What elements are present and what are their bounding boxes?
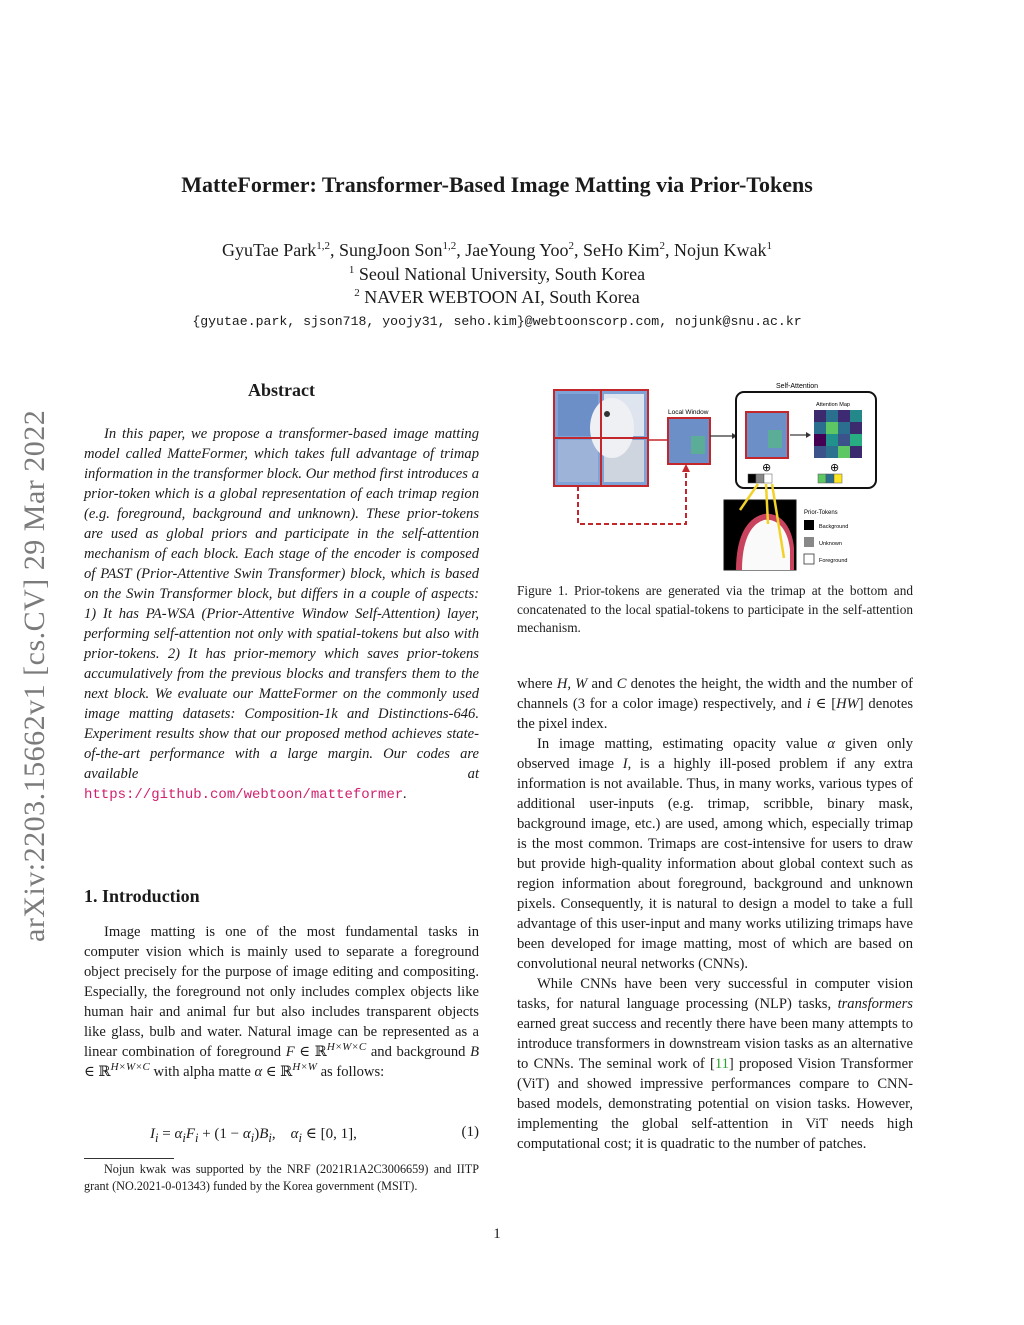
svg-text:⊕: ⊕ — [762, 461, 772, 474]
arxiv-stamp: arXiv:2203.15662v1 [cs.CV] 29 Mar 2022 — [18, 409, 51, 942]
legend-background-swatch — [804, 520, 814, 530]
code-link[interactable]: https://github.com/webtoon/matteformer — [84, 787, 404, 803]
legend-foreground: Foreground — [819, 558, 848, 564]
figure-caption: Figure 1. Prior-tokens are generated via the trimap at the bottom and concatenated to the local spatial-tokens to participate in the self-attention mechanism. — [517, 583, 913, 635]
label-prior-tokens: Prior-Tokens — [804, 510, 838, 516]
author-sup: 2 — [568, 240, 574, 252]
paper-title: MatteFormer: Transformer-Based Image Matting via Prior-Tokens — [181, 172, 813, 197]
affiliation-sup: 2 — [354, 287, 360, 299]
text-run: where — [517, 676, 553, 692]
affiliation-1 — [80, 264, 914, 285]
author-name: GyuTae Park — [222, 240, 317, 260]
text-run: denotes the height, the width and the number of channels (3 for a color image) respectively, and — [517, 676, 913, 712]
text-run: , is a highly ill-posed problem if any extra information is not available. Thus, in many works, various types of additional user-inputs (e.g. trimap, scribble, binary mask, background image, etc.) are used, among which, especially trimap is the most common. Trimaps are cost-intensive for users to draw but provide high-quality information about global context such as region information about foreground, background and unknown pixels. Consequently, it is natural to design a model to take a full advantage of this user-input and many works utilizing trimaps have been developed for image matting, most of which are based on convolutional neural networks (CNNs). — [517, 756, 913, 972]
intro-paragraph: Image matting is one of the most fundamental tasks in computer vision which is mainly used to separate a foreground object precisely for the purpose of image editing and compositing. Especially, the foreground not only includes complex objects like human hair and animal fur but also includes transparent objects like glass, bulb and water. Natural image can be represented as a linear combination of foreground F ∈ ℝ$^{H\times W\times C}$ and background B ∈ ℝ$^{H\times W\times C}$ with alpha matte α ∈ ℝ$^{H\times W}$ as follows: — [84, 924, 479, 1080]
author-sup: 1,2 — [442, 240, 457, 252]
attention-map-grid — [814, 410, 862, 458]
affiliation-name: Seoul National University, South Korea — [358, 264, 646, 284]
affiliation-sup: 1 — [348, 264, 355, 276]
page-number: 1 — [493, 1226, 501, 1242]
footnote-rule — [84, 1158, 174, 1159]
emphasis: transformers — [837, 996, 913, 1012]
author-name: Nojun Kwak — [673, 240, 767, 260]
text-run: given only observed image — [517, 736, 913, 772]
figure-1 — [550, 378, 886, 572]
label-attention-map: Attention Map — [816, 402, 850, 408]
citation-link[interactable]: 11 — [714, 1056, 729, 1072]
text-run: ] proposed Vision Transformer (ViT) and showed impressive performances compare to CNN-based models, demonstrating potential on vision tasks. However, implementing the global self-attention in ViT needs high computational cost; it is quadratic to the number of patches. — [517, 1056, 913, 1152]
equation-number: (1) — [461, 1124, 479, 1140]
abstract-end: . — [403, 786, 407, 802]
author-emails: {gyutae.park, sjson718, yoojy31, seho.kim}@webtoonscorp.com, nojunk@snu.ac.kr — [192, 314, 802, 329]
legend-background: Background — [819, 524, 849, 530]
figure-diagram — [550, 378, 886, 572]
author-list: GyuTae Park$^{1,2}$, SungJoon Son$^{1,2}$, JaeYoung Yoo$^2$, SeHo Kim$^2$, Nojun Kwak$^1$ — [222, 240, 772, 260]
intro-text-b: and background — [370, 1044, 466, 1060]
label-self-attention: Self-Attention — [776, 383, 819, 390]
affiliation-name: NAVER WEBTOON AI, South Korea — [364, 287, 640, 307]
legend-unknown: Unknown — [819, 541, 842, 547]
abstract-heading: Abstract — [248, 380, 315, 400]
text-run: earned great success and recently there have been many attempts to introduce transformers in downstream vision tasks as an alternative to CNNs. The seminal work of [ — [517, 1016, 913, 1072]
author-sup: 2 — [659, 240, 665, 252]
svg-text:⊕: ⊕ — [830, 461, 840, 474]
right-column-text: where H, W and C denotes the height, the width and the number of channels (3 for a color image) respectively, and i ∈ [HW] denotes the pixel index. In image matting, estimating opacity value α given only observed image I, is a highly ill-posed problem if any extra information is not available. Thus, in many works, various types of additional user-inputs (e.g. trimap, scribble, binary mask, background image, etc.) are used, among which, especially trimap is the most common. Trimaps are cost-intensive for users to draw but provide high-quality information about global context such as region information about foreground, background and unknown pixels. Consequently, it is natural to design a model to take a full advantage of this user-input and many works utilizing trimaps have been developed for image matting, most of which are based on convolutional neural networks (CNNs). While CNNs have been very successful in computer vision tasks, for natural language processing (NLP) tasks, transformers earned great success and recently there have been many attempts to introduce transformers in downstream vision tasks as an alternative to CNNs. The seminal work of [11] proposed Vision Transformer (ViT) and showed impressive performances compare to CNN-based models, demonstrating potential on vision tasks. However, implementing the global self-attention in ViT needs high computational cost; it is quadratic to the number of patches. — [517, 676, 914, 1152]
author-sup: 1,2 — [316, 240, 330, 252]
author-sup: 1 — [766, 240, 772, 252]
affiliation-2 — [80, 287, 914, 308]
section-heading: 1. Introduction — [84, 886, 200, 906]
dog-shape — [590, 398, 634, 458]
text-run: While CNNs have been very successful in computer vision tasks, for natural language processing (NLP) tasks, — [517, 976, 913, 1012]
author-name: JaeYoung Yoo — [465, 240, 569, 260]
image-patch — [558, 440, 598, 482]
footnote: Nojun kwak was supported by the NRF (2021R1A2C3006659) and IITP grant (NO.2021-0-01343) funded by the Korea government (MSIT). — [84, 1162, 479, 1193]
intro-text-d: as follows: — [320, 1064, 385, 1080]
abstract-body — [84, 424, 479, 805]
intro-text-c: with alpha matte — [153, 1064, 251, 1080]
legend-foreground-swatch — [804, 554, 814, 564]
intro-text: Image matting is one of the most fundamental tasks in computer vision which is mainly used to separate a foreground object precisely for the purpose of image editing and compositing. Especially, the foreground not only includes complex objects like human hair and animal fur but also includes transparent objects like glass, bulb and water. Natural image can be represented as a linear combination of foreground — [84, 924, 479, 1060]
author-name: SungJoon Son — [338, 240, 443, 260]
abstract-text: In this paper, we propose a transformer-based image matting model called MatteFormer, which takes full advantage of trimap information in the transformer block. Our method first introduces a prior-token which is a global representation of each trimap region (e.g. foreground, background and unknown). These prior-tokens are used as global priors and participate in the self-attention mechanism of each block. Each stage of the encoder is composed of PAST (Prior-Attentive Swin Transformer) block, which is based on the Swin Transformer block, but differs in a couple of aspects: 1) It has PA-WSA (Prior-Attentive Window Self-Attention) layer, performing self-attention not only with spatial-tokens but also with prior-tokens. 2) It has prior-memory which saves prior-tokens accumulatively from the previous blocks and transfers them to the next block. We evaluate our MatteFormer on the commonly used image matting datasets: Composition-1k and Distinctions-646. Experiment results show that our proposed method achieves state-of-the-art performance with a large margin. Our codes are available at — [84, 426, 479, 782]
legend-unknown-swatch — [804, 537, 814, 547]
text-run: In image matting, estimating opacity value — [537, 736, 818, 752]
author-name: SeHo Kim — [582, 240, 660, 260]
dog-eye — [604, 411, 610, 417]
unknown-patch — [691, 436, 705, 454]
text-run: denotes the pixel index. — [517, 696, 914, 732]
label-local-window: Local Window — [668, 409, 709, 416]
